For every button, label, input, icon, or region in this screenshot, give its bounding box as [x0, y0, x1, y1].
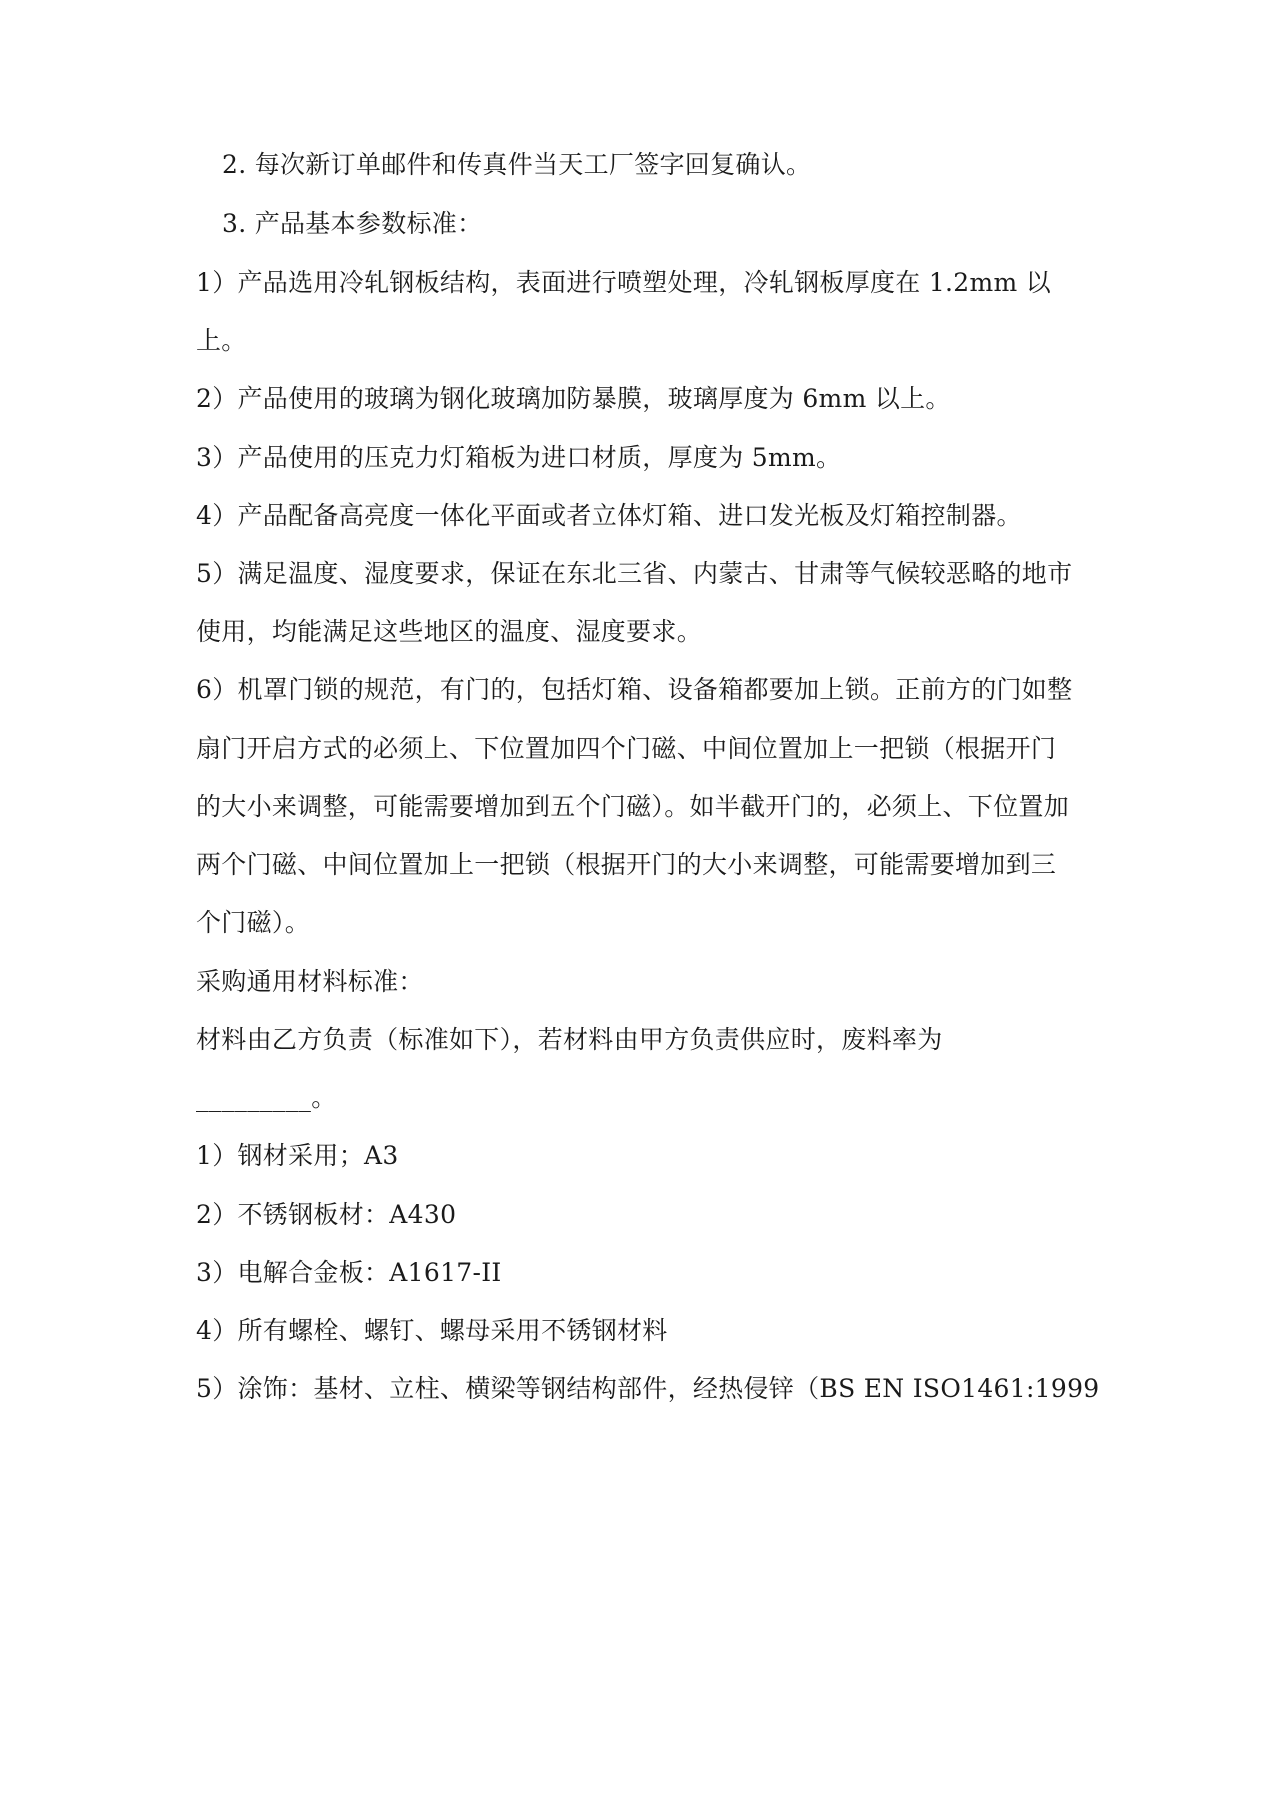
param-3-acrylic-board: 3）产品使用的压克力灯箱板为进口材质，厚度为 5mm。	[196, 443, 842, 472]
material-3-alloy-board: 3）电解合金板：A1617-II	[196, 1258, 502, 1287]
material-4-fasteners: 4）所有螺栓、螺钉、螺母采用不锈钢材料	[196, 1316, 668, 1345]
param-4-light-box: 4）产品配备高亮度一体化平面或者立体灯箱、进口发光板及灯箱控制器。	[196, 501, 1022, 530]
material-5-coating: 5）涂饰：基材、立柱、横梁等钢结构部件，经热侵锌（BS EN ISO1461:1999	[196, 1374, 1100, 1403]
param-2-glass: 2）产品使用的玻璃为钢化玻璃加防暴膜，玻璃厚度为 6mm 以上。	[196, 384, 951, 413]
param-6-continued-1: 扇门开启方式的必须上、下位置加四个门磁、中间位置加上一把锁（根据开门	[196, 734, 1057, 763]
material-2-stainless-steel: 2）不锈钢板材：A430	[196, 1200, 457, 1229]
param-6-continued-2: 的大小来调整，可能需要增加到五个门磁）。如半截开门的，必须上、下位置加	[196, 792, 1070, 821]
param-1-steel-structure: 1）产品选用冷轧钢板结构，表面进行喷塑处理，冷轧钢板厚度在 1.2mm 以	[196, 268, 1052, 297]
param-6-continued-3: 两个门磁、中间位置加上一把锁（根据开门的大小来调整，可能需要增加到三	[196, 850, 1057, 879]
param-5-continued: 使用，均能满足这些地区的温度、湿度要求。	[196, 617, 703, 646]
material-responsibility: 材料由乙方负责（标准如下），若材料由甲方负责供应时，废料率为	[196, 1025, 943, 1054]
param-1-continued: 上。	[196, 326, 247, 355]
param-6-door-locks: 6）机罩门锁的规范，有门的，包括灯箱、设备箱都要加上锁。正前方的门如整	[196, 675, 1073, 704]
param-5-temperature-humidity: 5）满足温度、湿度要求，保证在东北三省、内蒙古、甘肃等气候较恶略的地市	[196, 559, 1073, 588]
scrap-rate-blank: _________。	[196, 1083, 337, 1112]
list-item-2-order-confirmation: 2. 每次新订单邮件和传真件当天工厂签字回复确认。	[222, 150, 812, 179]
param-6-continued-4: 个门磁）。	[196, 908, 311, 937]
list-item-3-parameter-standards: 3. 产品基本参数标准：	[222, 209, 483, 238]
material-1-steel: 1）钢材采用；A3	[196, 1141, 399, 1170]
section-heading-material-standards: 采购通用材料标准：	[196, 967, 424, 996]
